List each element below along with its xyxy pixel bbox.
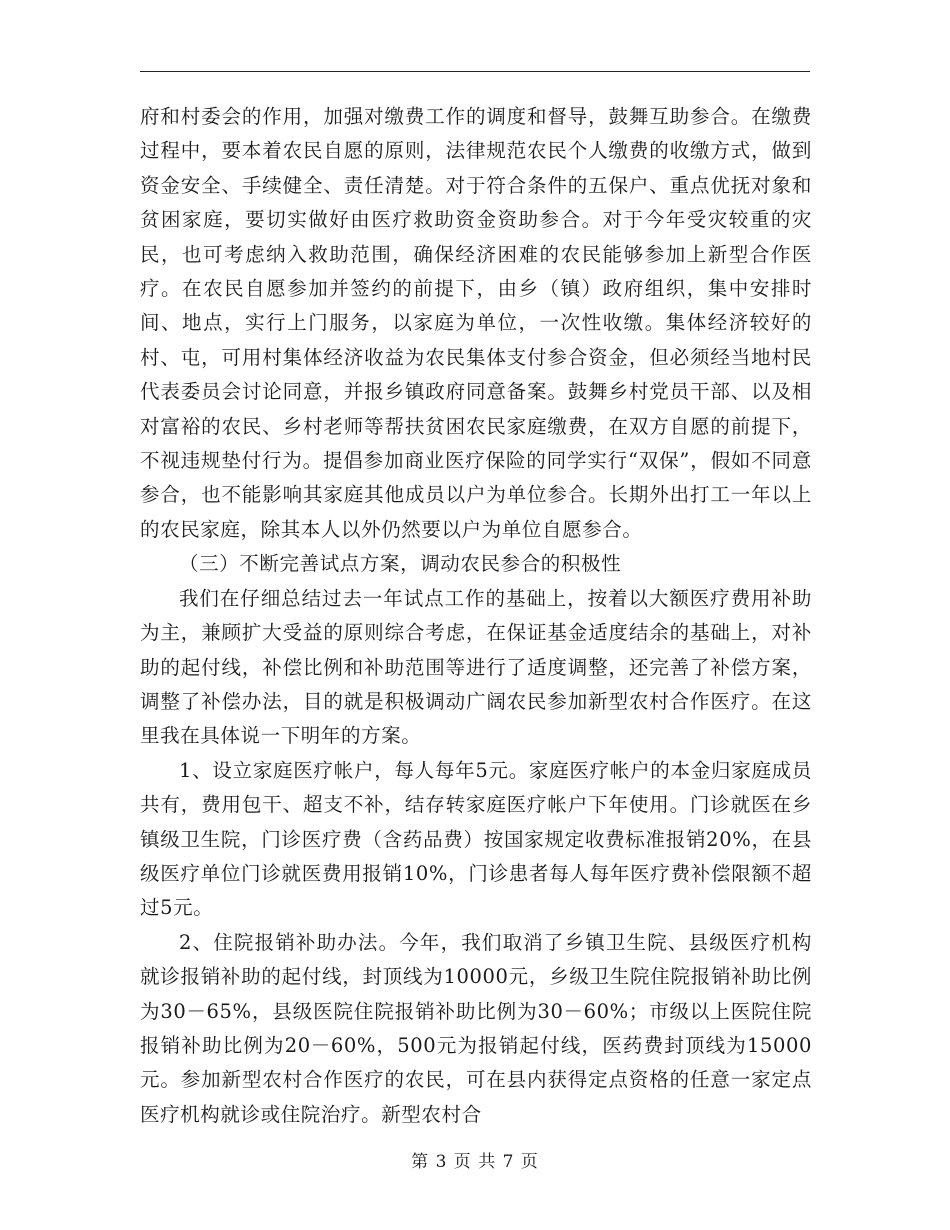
paragraph: 我们在仔细总结过去一年试点工作的基础上，按着以大额医疗费用补助为主，兼顾扩大受益的原则综合考虑，在保证基金适度结余的基础上，对补助的起付线，补偿比例和补助范围等进行了适度调整，还完善了补偿方案，调整了补偿办法，目的就是积极调动广阔农民参加新型农村合作医疗。在这里我在具体说一下明年的方案。 [140, 586, 812, 748]
paragraph: 2、住院报销补助办法。今年，我们取消了乡镇卫生院、县级医疗机构就诊报销补助的起付线，封顶线为10000元，乡级卫生院住院报销补助比例为30－65%，县级医院住院报销补助比例为30－60%；市级以上医院住院报销补助比例为20－60%，500元为报销起付线，医药费封顶线为15000元。参加新型农村合作医疗的农民，可在县内获得定点资格的任意一家定点医疗机构就诊或住院治疗。新型农村合 [140, 930, 812, 1126]
header-rule [140, 71, 810, 72]
paragraph-continued: 府和村委会的作用，加强对缴费工作的调度和督导，鼓舞互助参合。在缴费过程中，要本着农民自愿的原则，法律规范农民个人缴费的收缴方式，做到资金安全、手续健全、责任清楚。对于符合条件的五保户、重点优抚对象和贫困家庭，要切实做好由医疗救助资金资助参合。对于今年受灾较重的灾民，也可考虑纳入救助范围，确保经济困难的农民能够参加上新型合作医疗。在农民自愿参加并签约的前提下，由乡（镇）政府组织，集中安排时间、地点，实行上门服务，以家庭为单位，一次性收缴。集体经济较好的村、屯，可用村集体经济收益为农民集体支付参合资金，但必须经当地村民代表委员会讨论同意，并报乡镇政府同意备案。鼓舞乡村党员干部、以及相对富裕的农民、乡村老师等帮扶贫困农民家庭缴费，在双方自愿的前提下，不视违规垫付行为。提倡参加商业医疗保险的同学实行“双保”，假如不同意参合，也不能影响其家庭其他成员以户为单位参合。长期外出打工一年以上的农民家庭，除其本人以外仍然要以户为单位自愿参合。 [140, 105, 812, 541]
page-footer: 第 3 页 共 7 页 [411, 1152, 539, 1172]
section-heading: （三）不断完善试点方案，调动农民参合的积极性 [179, 552, 622, 576]
document-body [140, 100, 812, 1132]
paragraph: 1、设立家庭医疗帐户，每人每年5元。家庭医疗帐户的本金归家庭成员共有，费用包干、超支不补，结存转家庭医疗帐户下年使用。门诊就医在乡镇级卫生院，门诊医疗费（含药品费）按国家规定收费标准报销20%，在县级医疗单位门诊就医费用报销10%，门诊患者每人每年医疗费补偿限额不超过5元。 [140, 758, 812, 920]
